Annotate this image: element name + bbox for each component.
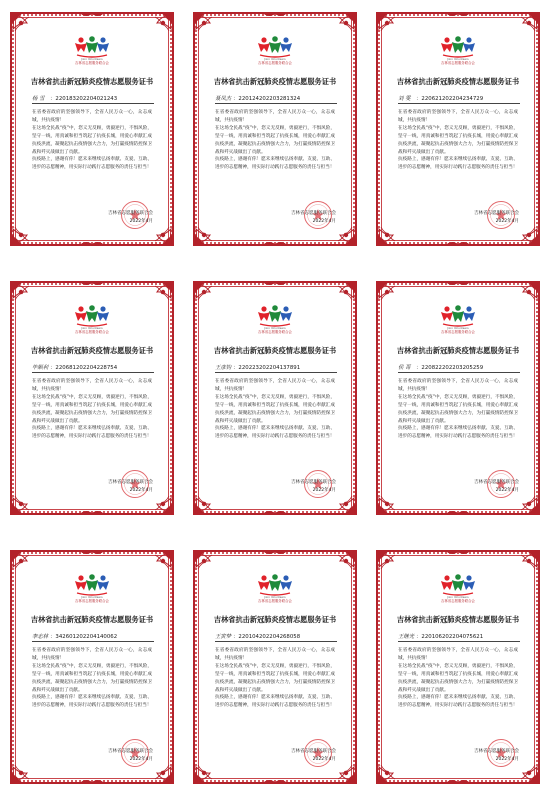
body-paragraph: 在省委省政府的坚强领导下，全省人民万众一心，众志成城，共抗疫情！ <box>32 648 152 661</box>
corner-ornament-icon <box>515 280 541 306</box>
edge-ornament-icon <box>264 10 286 18</box>
edge-ornament-icon <box>264 778 286 786</box>
certificate-id: 220223202204137891 <box>238 365 301 371</box>
edge-ornament-icon <box>81 240 103 248</box>
certificate-title: 吉林省抗击新冠肺炎疫情志愿服务证书 <box>213 346 337 355</box>
signing-date: 2022年4月 <box>312 488 336 493</box>
signing-organization: 吉林省志愿服务联合会 <box>108 480 153 485</box>
edge-ornament-icon <box>81 279 103 287</box>
signing-organization: 吉林省志愿服务联合会 <box>108 211 153 216</box>
certificate-body <box>215 109 335 172</box>
edge-ornament-icon <box>81 548 103 556</box>
corner-ornament-icon <box>192 280 218 306</box>
edge-ornament-icon <box>81 778 103 786</box>
corner-ornament-icon <box>9 759 35 785</box>
corner-ornament-icon <box>192 11 218 37</box>
signing-organization: 吉林省志愿服务联合会 <box>474 211 519 216</box>
org-chinese-name: 吉林省志愿服务联合会 <box>75 330 109 334</box>
org-chinese-name: 吉林省志愿服务联合会 <box>258 61 292 65</box>
certificate-title: 吉林省抗击新冠肺炎疫情志愿服务证书 <box>396 346 520 355</box>
recipient-name: 毕顺利 <box>32 365 49 371</box>
recipient-line <box>215 633 337 642</box>
certificate-body <box>215 378 335 441</box>
signing-organization: 吉林省志愿服务联合会 <box>474 749 519 754</box>
body-paragraph: 在省委省政府的坚强领导下，全省人民万众一心，众志成城，共抗疫情！ <box>32 110 152 123</box>
recipient-name: 侯 哥 <box>398 365 411 371</box>
certificate-body <box>32 109 152 172</box>
org-chinese-name: 吉林省志愿服务联合会 <box>258 599 292 603</box>
volunteer-people-logo-icon <box>256 305 294 327</box>
corner-ornament-icon <box>192 490 218 516</box>
body-paragraph: 抗疫路上，感谢有你！愿未来继续弘扬奉献、友爱、互助、进步的志愿精神，用实际行动践行志愿服务的责任与担当！ <box>215 157 335 171</box>
id-separator: ： <box>416 634 422 640</box>
recipient-line <box>32 633 154 642</box>
signature-block <box>108 210 153 226</box>
corner-ornament-icon <box>149 549 175 575</box>
signature-block <box>291 210 336 226</box>
corner-ornament-icon <box>375 221 401 247</box>
edge-ornament-icon <box>264 240 286 248</box>
certificate-id: 220822202203205259 <box>421 365 484 371</box>
body-paragraph: 抗疫路上，感谢有你！愿未来继续弘扬奉献、友爱、互助、进步的志愿精神，用实际行动践行志愿服务的责任与担当！ <box>32 426 152 440</box>
certificate-body <box>398 647 518 710</box>
recipient-name: 王寅梦 <box>215 634 232 640</box>
org-english-name: JiLin Volunteers <box>447 596 469 599</box>
certificate-title: 吉林省抗击新冠肺炎疫情志愿服务证书 <box>30 615 154 624</box>
certificate-title: 吉林省抗击新冠肺炎疫情志愿服务证书 <box>30 346 154 355</box>
id-separator: ： <box>416 365 422 371</box>
corner-ornament-icon <box>375 11 401 37</box>
certificate-5 <box>191 279 359 517</box>
certificate-title: 吉林省抗击新冠肺炎疫情志愿服务证书 <box>213 615 337 624</box>
org-chinese-name: 吉林省志愿服务联合会 <box>441 61 475 65</box>
certificate-id: 220124202203281324 <box>238 96 301 102</box>
certificate-6 <box>374 279 542 517</box>
signature-block <box>291 479 336 495</box>
volunteer-people-logo-icon <box>439 36 477 58</box>
org-english-name: JiLin Volunteers <box>447 58 469 61</box>
signing-organization: 吉林省志愿服务联合会 <box>291 211 336 216</box>
org-english-name: JiLin Volunteers <box>81 596 103 599</box>
body-paragraph: 抗疫路上，感谢有你！愿未来继续弘扬奉献、友爱、互助、进步的志愿精神，用实际行动践行志愿服务的责任与担当！ <box>398 157 518 171</box>
signing-date: 2022年4月 <box>495 757 519 762</box>
body-paragraph: 在这场全民战“疫”中，您义无反顾，勇毅逆行，不惧风险，坚守一线，用真诚和担当筑起了抗疫长城，用爱心奉献汇成抗疫洪流，凝聚起抗击疫情强大合力，为打赢疫情防控保卫战和歼灭战做出了贡献。 <box>215 663 335 693</box>
corner-ornament-icon <box>192 759 218 785</box>
signing-date: 2022年4月 <box>129 488 153 493</box>
body-paragraph: 在这场全民战“疫”中，您义无反顾，勇毅逆行，不惧风险，坚守一线，用真诚和担当筑起了抗疫长城，用爱心奉献汇成抗疫洪流，凝聚起抗击疫情强大合力，为打赢疫情防控保卫战和歼灭战做出了贡献。 <box>398 125 518 155</box>
body-paragraph: 抗疫路上，感谢有你！愿未来继续弘扬奉献、友爱、互助、进步的志愿精神，用实际行动践行志愿服务的责任与担当！ <box>215 695 335 709</box>
org-chinese-name: 吉林省志愿服务联合会 <box>258 330 292 334</box>
certificate-8 <box>191 548 359 786</box>
body-paragraph: 在省委省政府的坚强领导下，全省人民万众一心，众志成城，共抗疫情！ <box>215 110 335 123</box>
underline-rule <box>32 641 154 642</box>
volunteer-people-logo-icon <box>256 574 294 596</box>
signing-date: 2022年4月 <box>312 757 336 762</box>
certificate-body <box>398 378 518 441</box>
edge-ornament-icon <box>447 10 469 18</box>
edge-ornament-icon <box>264 279 286 287</box>
recipient-line <box>398 633 520 642</box>
edge-ornament-icon <box>264 509 286 517</box>
corner-ornament-icon <box>9 549 35 575</box>
certificate-9 <box>374 548 542 786</box>
edge-ornament-icon <box>447 548 469 556</box>
body-paragraph: 在省委省政府的坚强领导下，全省人民万众一心，众志成城，共抗疫情！ <box>398 379 518 392</box>
certificate-7 <box>8 548 176 786</box>
corner-ornament-icon <box>515 549 541 575</box>
volunteer-people-logo-icon <box>439 305 477 327</box>
body-paragraph: 在这场全民战“疫”中，您义无反顾，勇毅逆行，不惧风险，坚守一线，用真诚和担当筑起了抗疫长城，用爱心奉献汇成抗疫洪流，凝聚起抗击疫情强大合力，为打赢疫情防控保卫战和歼灭战做出了贡献。 <box>215 125 335 155</box>
certificate-title: 吉林省抗击新冠肺炎疫情志愿服务证书 <box>213 77 337 86</box>
id-separator: ： <box>233 634 239 640</box>
recipient-name: 杨 雪 <box>32 96 45 102</box>
id-separator: ： <box>233 365 239 371</box>
recipient-name: 刘 雯 <box>398 96 411 102</box>
volunteer-people-logo-icon <box>256 36 294 58</box>
recipient-line <box>215 95 337 104</box>
certificate-id: 220621202204234729 <box>421 96 484 102</box>
corner-ornament-icon <box>192 549 218 575</box>
body-paragraph: 抗疫路上，感谢有你！愿未来继续弘扬奉献、友爱、互助、进步的志愿精神，用实际行动践行志愿服务的责任与担当！ <box>32 157 152 171</box>
recipient-line <box>32 364 154 373</box>
id-separator: ： <box>233 96 239 102</box>
recipient-name: 王彦钧 <box>215 365 232 371</box>
recipient-name: 聂凤杰 <box>215 96 232 102</box>
recipient-line <box>398 364 520 373</box>
body-paragraph: 抗疫路上，感谢有你！愿未来继续弘扬奉献、友爱、互助、进步的志愿精神，用实际行动践行志愿服务的责任与担当！ <box>32 695 152 709</box>
underline-rule <box>32 103 154 104</box>
signing-date: 2022年4月 <box>129 219 153 224</box>
signature-block <box>291 748 336 764</box>
volunteer-people-logo-icon <box>73 574 111 596</box>
corner-ornament-icon <box>9 280 35 306</box>
corner-ornament-icon <box>375 759 401 785</box>
body-paragraph: 在省委省政府的坚强领导下，全省人民万众一心，众志成城，共抗疫情！ <box>215 379 335 392</box>
certificate-4 <box>8 279 176 517</box>
signing-date: 2022年4月 <box>129 757 153 762</box>
edge-ornament-icon <box>447 279 469 287</box>
certificate-body <box>398 109 518 172</box>
edge-ornament-icon <box>81 509 103 517</box>
edge-ornament-icon <box>81 10 103 18</box>
corner-ornament-icon <box>192 221 218 247</box>
signature-block <box>108 479 153 495</box>
volunteer-people-logo-icon <box>73 36 111 58</box>
recipient-line <box>32 95 154 104</box>
certificate-title: 吉林省抗击新冠肺炎疫情志愿服务证书 <box>30 77 154 86</box>
underline-rule <box>398 103 520 104</box>
signature-block <box>108 748 153 764</box>
underline-rule <box>32 372 154 373</box>
org-chinese-name: 吉林省志愿服务联合会 <box>75 599 109 603</box>
body-paragraph: 在这场全民战“疫”中，您义无反顾，勇毅逆行，不惧风险，坚守一线，用真诚和担当筑起了抗疫长城，用爱心奉献汇成抗疫洪流，凝聚起抗击疫情强大合力，为打赢疫情防控保卫战和歼灭战做出了贡献。 <box>32 125 152 155</box>
body-paragraph: 在这场全民战“疫”中，您义无反顾，勇毅逆行，不惧风险，坚守一线，用真诚和担当筑起了抗疫长城，用爱心奉献汇成抗疫洪流，凝聚起抗击疫情强大合力，为打赢疫情防控保卫战和歼灭战做出了贡献。 <box>398 663 518 693</box>
underline-rule <box>215 103 337 104</box>
certificate-title: 吉林省抗击新冠肺炎疫情志愿服务证书 <box>396 77 520 86</box>
id-separator: ： <box>50 96 56 102</box>
signing-date: 2022年4月 <box>495 219 519 224</box>
org-english-name: JiLin Volunteers <box>81 327 103 330</box>
signature-block <box>474 210 519 226</box>
corner-ornament-icon <box>375 549 401 575</box>
corner-ornament-icon <box>149 280 175 306</box>
body-paragraph: 在这场全民战“疫”中，您义无反顾，勇毅逆行，不惧风险，坚守一线，用真诚和担当筑起了抗疫长城，用爱心奉献汇成抗疫洪流，凝聚起抗击疫情强大合力，为打赢疫情防控保卫战和歼灭战做出了贡献。 <box>32 394 152 424</box>
corner-ornament-icon <box>9 11 35 37</box>
corner-ornament-icon <box>332 549 358 575</box>
org-english-name: JiLin Volunteers <box>81 58 103 61</box>
org-english-name: JiLin Volunteers <box>264 327 286 330</box>
corner-ornament-icon <box>9 221 35 247</box>
certificate-2 <box>191 10 359 248</box>
certificate-1 <box>8 10 176 248</box>
edge-ornament-icon <box>264 548 286 556</box>
certificate-body <box>32 647 152 710</box>
body-paragraph: 抗疫路上，感谢有你！愿未来继续弘扬奉献、友爱、互助、进步的志愿精神，用实际行动践行志愿服务的责任与担当！ <box>398 695 518 709</box>
id-separator: ： <box>50 634 56 640</box>
corner-ornament-icon <box>332 280 358 306</box>
certificate-id: 220681202204228754 <box>55 365 118 371</box>
org-chinese-name: 吉林省志愿服务联合会 <box>441 599 475 603</box>
corner-ornament-icon <box>332 11 358 37</box>
org-english-name: JiLin Volunteers <box>264 596 286 599</box>
underline-rule <box>215 372 337 373</box>
body-paragraph: 在这场全民战“疫”中，您义无反顾，勇毅逆行，不惧风险，坚守一线，用真诚和担当筑起了抗疫长城，用爱心奉献汇成抗疫洪流，凝聚起抗击疫情强大合力，为打赢疫情防控保卫战和歼灭战做出了贡献。 <box>215 394 335 424</box>
volunteer-people-logo-icon <box>439 574 477 596</box>
org-english-name: JiLin Volunteers <box>264 58 286 61</box>
certificate-id: 220106202204075621 <box>421 634 484 640</box>
underline-rule <box>215 641 337 642</box>
body-paragraph: 抗疫路上，感谢有你！愿未来继续弘扬奉献、友爱、互助、进步的志愿精神，用实际行动践行志愿服务的责任与担当！ <box>215 426 335 440</box>
signing-date: 2022年4月 <box>495 488 519 493</box>
signature-block <box>474 479 519 495</box>
certificate-id: 220183202204021243 <box>55 96 118 102</box>
underline-rule <box>398 372 520 373</box>
corner-ornament-icon <box>375 490 401 516</box>
body-paragraph: 在省委省政府的坚强领导下，全省人民万众一心，众志成城，共抗疫情！ <box>398 110 518 123</box>
certificate-3 <box>374 10 542 248</box>
org-chinese-name: 吉林省志愿服务联合会 <box>441 330 475 334</box>
recipient-line <box>398 95 520 104</box>
certificate-body <box>32 378 152 441</box>
corner-ornament-icon <box>515 11 541 37</box>
signature-block <box>474 748 519 764</box>
signing-organization: 吉林省志愿服务联合会 <box>291 480 336 485</box>
org-chinese-name: 吉林省志愿服务联合会 <box>75 61 109 65</box>
body-paragraph: 在这场全民战“疫”中，您义无反顾，勇毅逆行，不惧风险，坚守一线，用真诚和担当筑起了抗疫长城，用爱心奉献汇成抗疫洪流，凝聚起抗击疫情强大合力，为打赢疫情防控保卫战和歼灭战做出了贡献。 <box>32 663 152 693</box>
signing-organization: 吉林省志愿服务联合会 <box>108 749 153 754</box>
recipient-line <box>215 364 337 373</box>
certificate-body <box>215 647 335 710</box>
corner-ornament-icon <box>375 280 401 306</box>
volunteer-people-logo-icon <box>73 305 111 327</box>
signing-organization: 吉林省志愿服务联合会 <box>291 749 336 754</box>
certificate-id: 342601202204140062 <box>55 634 118 640</box>
body-paragraph: 在省委省政府的坚强领导下，全省人民万众一心，众志成城，共抗疫情！ <box>215 648 335 661</box>
body-paragraph: 在这场全民战“疫”中，您义无反顾，勇毅逆行，不惧风险，坚守一线，用真诚和担当筑起了抗疫长城，用爱心奉献汇成抗疫洪流，凝聚起抗击疫情强大合力，为打赢疫情防控保卫战和歼灭战做出了贡献。 <box>398 394 518 424</box>
id-separator: ： <box>50 365 56 371</box>
recipient-name: 李志林 <box>32 634 49 640</box>
certificate-title: 吉林省抗击新冠肺炎疫情志愿服务证书 <box>396 615 520 624</box>
body-paragraph: 在省委省政府的坚强领导下，全省人民万众一心，众志成城，共抗疫情！ <box>32 379 152 392</box>
edge-ornament-icon <box>447 778 469 786</box>
underline-rule <box>398 641 520 642</box>
body-paragraph: 抗疫路上，感谢有你！愿未来继续弘扬奉献、友爱、互助、进步的志愿精神，用实际行动践行志愿服务的责任与担当！ <box>398 426 518 440</box>
corner-ornament-icon <box>149 11 175 37</box>
body-paragraph: 在省委省政府的坚强领导下，全省人民万众一心，众志成城，共抗疫情！ <box>398 648 518 661</box>
certificate-id: 220104202204268058 <box>238 634 301 640</box>
corner-ornament-icon <box>9 490 35 516</box>
id-separator: ： <box>416 96 422 102</box>
org-english-name: JiLin Volunteers <box>447 327 469 330</box>
edge-ornament-icon <box>447 509 469 517</box>
edge-ornament-icon <box>447 240 469 248</box>
signing-date: 2022年4月 <box>312 219 336 224</box>
signing-organization: 吉林省志愿服务联合会 <box>474 480 519 485</box>
recipient-name: 王继光 <box>398 634 415 640</box>
